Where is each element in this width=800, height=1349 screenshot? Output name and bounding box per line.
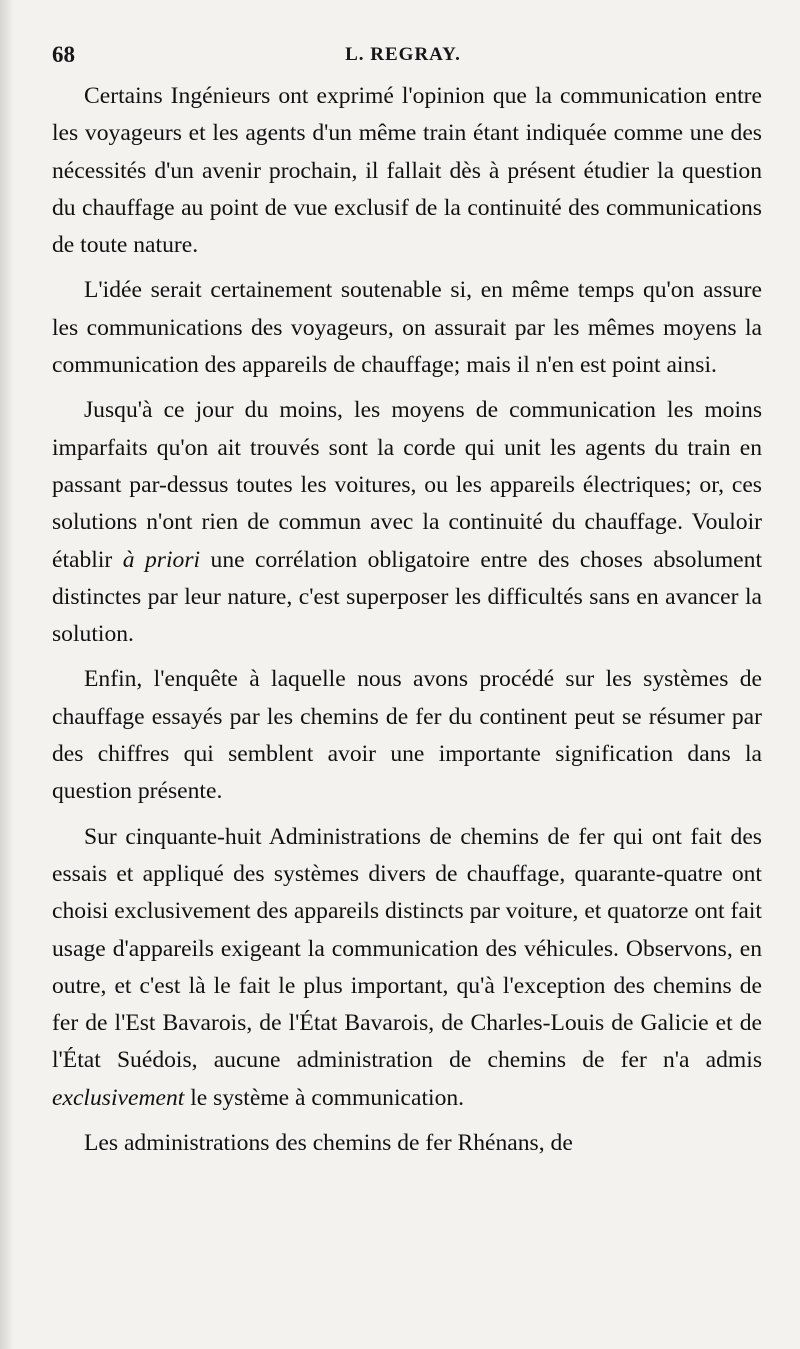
page-header xyxy=(48,42,758,72)
body-text xyxy=(52,78,762,1162)
paragraph-3 xyxy=(52,392,762,653)
paragraph-5-text-before: Sur cinquante-huit Administrations de chemins de fer qui ont fait des essais et appliqué des systèmes divers de chauffage, quarante-quatre ont choisi exclusivement des appareils distincts par voiture, et quatorze ont fait usage d'appareils exigeant la communication des véhicules. Observons, en outre, et c'est là le fait le plus important, qu'à l'exception des chemins de fer de l'Est Bavarois, de l'État Bavarois, de Charles-Louis de Galicie et de l'État Suédois, aucune administration de chemins de fer n'a admis xyxy=(52,823,762,1074)
paragraph-5-text-after: le système à communication. xyxy=(184,1084,465,1111)
paragraph-3-text-before: Jusqu'à ce jour du moins, les moyens de communication les moins imparfaits qu'on ait trouvés sont la corde qui unit les agents du train en passant par-dessus toutes les voitures, ou les appareils électriques; or, ces solutions n'ont rien de commun avec la continuité du chauffage. Vouloir établir xyxy=(52,397,762,573)
page-gutter-shadow xyxy=(0,0,14,1349)
paragraph-4: Enfin, l'enquête à laquelle nous avons procédé sur les systèmes de chauffage essayés par les chemins de fer du continent peut se résumer par des chiffres qui semblent avoir une importante signification dans la question présente. xyxy=(52,666,762,805)
paragraph-5 xyxy=(52,819,762,1117)
paragraph-6: Les administrations des chemins de fer Rhénans, de xyxy=(84,1130,573,1157)
paragraph-1: Certains Ingénieurs ont exprimé l'opinion que la communication entre les voyageurs et les agents d'un même train étant indiquée comme une des nécessités d'un avenir prochain, il fallait dès à présent étudier la question du chauffage au point de vue exclusif de la continuité des communications de toute nature. xyxy=(52,83,762,259)
running-head: L. REGRAY. xyxy=(345,44,461,65)
paragraph-5-emphasis: exclusivement xyxy=(52,1084,185,1111)
paragraph-2: L'idée serait certainement soutenable si, en même temps qu'on assure les communications des voyageurs, on assurait par les mêmes moyens la communication des appareils de chauffage; mais il n'en est point ainsi. xyxy=(52,277,762,379)
paragraph-3-emphasis: à priori xyxy=(122,546,201,573)
page-number: 68 xyxy=(52,42,75,67)
paragraph-3-text-after: une corrélation obligatoire entre des choses absolument distinctes par leur nature, c'est superposer les difficultés sans en avancer la solution. xyxy=(52,546,763,648)
